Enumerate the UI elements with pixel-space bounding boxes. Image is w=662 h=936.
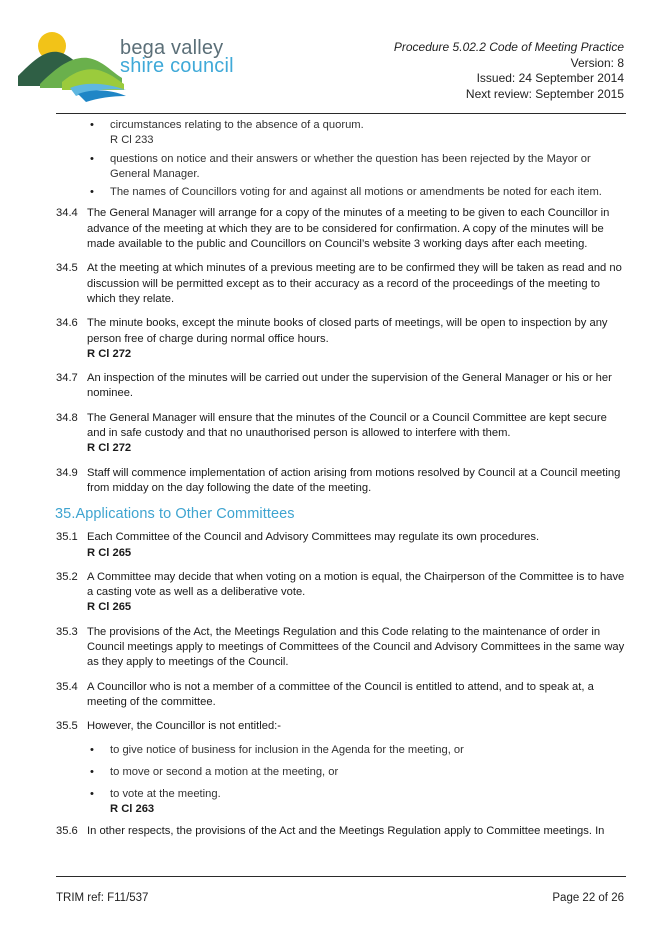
bullet-text: to move or second a motion at the meeting, or	[110, 765, 339, 778]
bullet-icon: •	[90, 743, 94, 756]
regulation-ref: R Cl 272	[87, 442, 132, 455]
section-heading: 35.Applications to Other Committees	[55, 506, 295, 523]
clause-number: 34.9	[56, 466, 78, 479]
clause-number: 34.6	[56, 317, 78, 330]
clause-34-8	[56, 411, 626, 457]
hills-sun-icon	[18, 26, 128, 102]
list-item	[56, 118, 626, 149]
clause-number: 34.5	[56, 262, 78, 275]
logo-text-line2: shire council	[120, 55, 234, 77]
clause-34-9	[56, 466, 626, 497]
bullet-icon: •	[90, 765, 94, 778]
bullet-icon: •	[90, 186, 94, 199]
clause-text: A Committee may decide that when voting on a motion is equal, the Chairperson of the Committee is to have a casting vote as well as a deliberative vote.	[87, 570, 625, 599]
header-divider	[56, 113, 626, 114]
bega-valley-logo	[18, 26, 238, 102]
regulation-ref: R Cl 233	[110, 134, 154, 147]
clause-number: 35.6	[56, 824, 78, 837]
bullet-text: to vote at the meeting.	[110, 788, 221, 801]
bullet-icon: •	[90, 152, 94, 165]
clause-35-4	[56, 680, 626, 711]
version: Version: 8	[570, 55, 624, 70]
clause-34-7	[56, 371, 626, 402]
list-item	[56, 185, 626, 200]
clause-35-3	[56, 625, 626, 671]
clause-number: 35.5	[56, 720, 78, 733]
regulation-ref: R Cl 272	[87, 347, 132, 360]
bullet-icon: •	[90, 788, 94, 801]
bullet-text: circumstances relating to the absence of a quorum.	[110, 119, 364, 131]
regulation-ref: R Cl 265	[87, 601, 132, 614]
list-item	[56, 743, 626, 758]
bullet-text: The names of Councillors voting for and against all motions or amendments be noted for each item.	[110, 186, 602, 199]
page-number: Page 22 of 26	[552, 892, 624, 904]
logo-text-line1: bega valley	[120, 37, 224, 59]
clause-text: The General Manager will ensure that the minutes of the Council or a Council Committee are kept secure and in safe custody and that no unauthorised person is allowed to interfere with them.	[87, 411, 607, 440]
bullet-icon: •	[90, 119, 94, 131]
clause-35-2	[56, 570, 626, 616]
clause-34-6	[56, 316, 626, 362]
clause-35-6	[56, 824, 626, 839]
issued-date: Issued: 24 September 2014	[476, 71, 624, 85]
regulation-ref: R Cl 265	[87, 546, 132, 559]
clause-number: 35.3	[56, 625, 78, 638]
clause-34-4	[56, 206, 626, 252]
bullet-list-34-3	[56, 118, 626, 200]
clause-number: 35.2	[56, 570, 78, 583]
clause-text: In other respects, the provisions of the Act and the Meetings Regulation apply to Committee meetings. In	[87, 824, 605, 837]
clause-text: A Councillor who is not a member of a committee of the Council is entitled to attend, and to speak at, a meeting of the committee.	[87, 680, 594, 708]
list-item	[56, 765, 626, 780]
bullet-text: questions on notice and their answers or whether the question has been rejected by the Mayor or General Manager.	[110, 152, 591, 180]
clause-text: The provisions of the Act, the Meetings Regulation and this Code relating to the maintenance of order in Council meetings apply to meetings of Committees of the Council and Advisory Committees in the same way as they apply to meetings of the Council.	[87, 625, 625, 669]
clause-number: 35.1	[56, 531, 78, 544]
list-item	[56, 787, 626, 818]
clause-text: The minute books, except the minute books of closed parts of meetings, will be open to inspection by any person free of charge during normal office hours.	[87, 317, 608, 345]
clause-text: Staff will commence implementation of action arising from motions resolved by Council at a Council meeting from midday on the day following the date of the meeting.	[87, 466, 621, 494]
procedure-title: Procedure 5.02.2 Code of Meeting Practice	[393, 40, 624, 54]
trim-reference: TRIM ref: F11/537	[56, 892, 149, 904]
clause-text: At the meeting at which minutes of a previous meeting are to be confirmed they will be taken as read and no discussion will be permitted except as to their accuracy as a record of the proceedings of the meeting to which they relate.	[87, 262, 622, 305]
clause-text: The General Manager will arrange for a copy of the minutes of a meeting to be given to each Councillor in advance of the meeting at which they are to be considered for confirmation. A copy of the minutes will be made available to the public and Councillors on Council’s website 3 working days after each meeting.	[87, 207, 610, 251]
clause-34-5	[56, 261, 626, 307]
document-header-info	[394, 40, 624, 102]
list-item	[56, 152, 626, 183]
document-body	[56, 118, 626, 848]
bullet-list-35-5	[56, 743, 626, 818]
clause-35-5	[56, 719, 626, 734]
clause-35-1	[56, 530, 626, 561]
regulation-ref: R Cl 263	[110, 803, 155, 816]
clause-number: 34.8	[56, 411, 78, 424]
clause-number: 34.7	[56, 372, 78, 385]
clause-text: Each Committee of the Council and Advisory Committees may regulate its own procedures.	[87, 531, 540, 544]
clause-number: 34.4	[56, 207, 78, 220]
footer-divider	[56, 876, 626, 877]
clause-number: 35.4	[56, 680, 78, 693]
clause-text: An inspection of the minutes will be carried out under the supervision of the General Manager or his or her nominee.	[87, 372, 612, 400]
bullet-text: to give notice of business for inclusion in the Agenda for the meeting, or	[110, 743, 464, 756]
clause-text: However, the Councillor is not entitled:-	[87, 720, 282, 733]
review-date: Next review: September 2015	[465, 86, 624, 101]
